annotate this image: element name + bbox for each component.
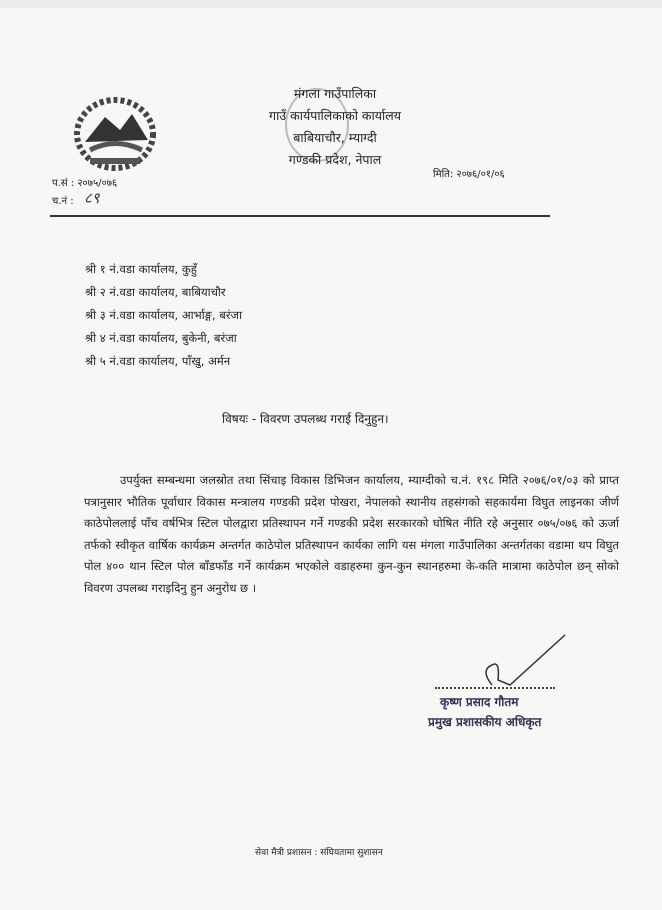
dispatch-number: ८९ [84, 189, 100, 207]
header-line-2: गाउँ कार्यपालिकाको कार्यालय [269, 108, 401, 123]
header-line-3: बाबियाचौर, म्याग्दी [293, 130, 377, 145]
letter-date: मिति: २०७६/०१/०६ [433, 169, 505, 180]
header-divider [50, 215, 550, 217]
letter-body: उपर्युक्त सम्बन्धमा जलस्रोत तथा सिंचाइ विकास डिभिजन कार्यालय, म्याग्दीको च.नं. १९८ मिति २०७६/०१/०३ को प्राप्त पत्रानुसार भौतिक पूर्वाधार विकास मन्त्रालय गण्डकी प्रदेश पोखरा, नेपालको स्थानीय तहसंगको सहकार्यमा विघुत लाइनका जीर्ण काठेपोललाई पाँच वर्षभित्र स्टिल पोलद्वारा प्रतिस्थापन गर्ने गण्डकी प्रदेश सरकारको घोषित नीति रहे अनुसार ०७५/०७६ को ऊर्जा तर्फको स्वीकृत वार्षिक कार्यक्रम अन्तर्गत काठेपोल प्रतिस्थापन कार्यका लागि यस मंगला गाउँपालिका अन्तर्गतका वडामा थप विघुत पोल ४०० थान स्टिल पोल बाँडफाँड गर्ने कार्यक्रम भएकोले वडाहरुमा कुन-कुन स्थानहरुमा के-कति मात्रामा काठेपोल छन् सोको विवरण उपलब्ध गराइदिनु हुन अनुरोध छ । [84, 473, 619, 595]
signature-line [435, 687, 555, 689]
signatory-name: कृष्ण प्रसाद गौतम [440, 695, 519, 709]
reference-number: प.सं : २०७५/०७६ [52, 178, 118, 189]
recipient-4: श्री ४ नं.वडा कार्यालय, बुकेनी, बरंजा [85, 331, 237, 345]
nepal-emblem-icon [70, 92, 160, 172]
header-line-4: गण्डकी प्रदेश, नेपाल [288, 152, 382, 167]
signatory-title: प्रमुख प्रशासकीय अधिकृत [428, 715, 542, 729]
recipient-5: श्री ५ नं.वडा कार्यालय, पाँखु, अर्मन [85, 354, 231, 368]
subject-line: विषयः - विवरण उपलब्ध गराई दिनुहुन। [222, 412, 389, 426]
signature-mark [470, 630, 570, 690]
recipient-1: श्री १ नं.वडा कार्यालय, कुहुँ [85, 262, 197, 276]
recipient-2: श्री २ नं.वडा कार्यालय, बाबियाचौर [85, 285, 226, 299]
recipient-3: श्री ३ नं.वडा कार्यालय, आर्भाङ्ग, बरंजा [85, 308, 243, 322]
footer-motto: सेवा मैत्री प्रशासन : संघियतामा सुशासन [255, 848, 383, 858]
dispatch-label: च.नं : [52, 196, 74, 207]
header-line-1: मंगला गाउँपालिका [293, 86, 377, 101]
